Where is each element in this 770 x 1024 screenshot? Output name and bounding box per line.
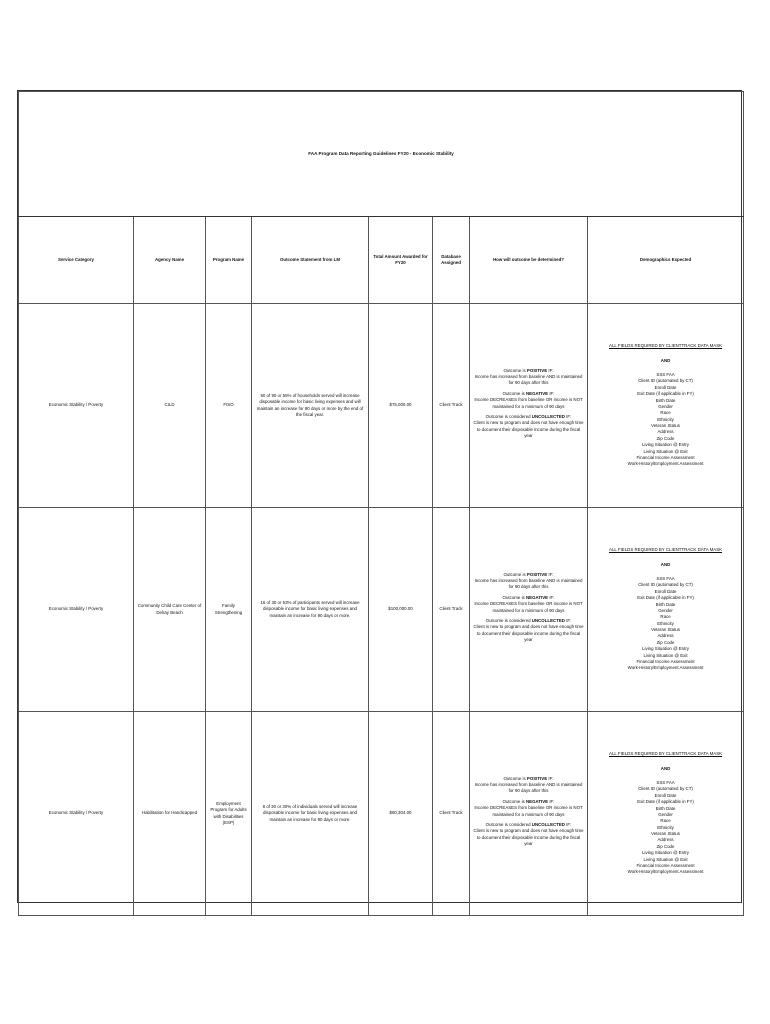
positive-rule: Outcome is POSITIVE IF: Income has increased from baseline AND is maintained for 90 days after this xyxy=(474,571,583,590)
outcome-statement-cell: 50 of 90 or 55% of households served will increase disposable income for basic living expenses and will maintain an increase for 90 days or more by the end of the fiscal year. xyxy=(252,304,369,508)
demographic-item: Veteran Status xyxy=(651,423,680,429)
demographic-item: Enroll Date xyxy=(654,384,677,390)
table-row xyxy=(19,508,744,712)
header-row xyxy=(19,217,744,304)
demographic-item: Zip Code xyxy=(656,639,675,645)
service-category-cell: Economic Stability / Poverty xyxy=(19,712,134,916)
demographic-item: Race xyxy=(660,410,671,416)
header-agency-name: Agency Name xyxy=(134,217,206,304)
header-demographics: Demographics Expected xyxy=(588,217,744,304)
demographics-required-note: ALL FIELDS REQUIRED BY CLIENTTRACK DATA MASK xyxy=(609,343,723,349)
service-category-cell: Economic Stability / Poverty xyxy=(19,508,134,712)
demographic-item: Living Situation @ Exit xyxy=(643,652,688,658)
demographic-item: Address xyxy=(657,633,674,639)
demographic-item: SSS FAA xyxy=(656,576,675,582)
demographic-item: Exit Date (if applicable in FY) xyxy=(637,799,694,805)
demographics-list xyxy=(591,576,740,672)
demographic-item: Gender xyxy=(658,607,673,613)
program-name-cell: Employment Program for Adults with Disabilities (ESP) xyxy=(206,712,252,916)
demographic-item: Ethnicity xyxy=(657,416,674,422)
demographics-and: AND xyxy=(660,765,671,771)
demographics-cell xyxy=(588,712,744,916)
demographic-item: Living Situation @ Entry xyxy=(642,850,690,856)
outcome-method-cell xyxy=(470,712,588,916)
header-outcome-statement: Outcome Statement from LM xyxy=(252,217,369,304)
demographic-item: Birth Date xyxy=(655,601,676,607)
demographics-list xyxy=(591,780,740,876)
demographics-list xyxy=(591,372,740,468)
demographic-item: Financial Income Assessment xyxy=(636,658,695,664)
demographic-item: Financial Income Assessment xyxy=(636,454,695,460)
demographic-item: Race xyxy=(660,818,671,824)
demographics-cell xyxy=(588,508,744,712)
demographic-item: Enroll Date xyxy=(654,792,677,798)
outcome-statement-cell: 8 of 30 or 30% of individuals served will increase disposable income for basic living expenses and maintain an increase for 90 days or more. xyxy=(252,712,369,916)
demographic-item: Zip Code xyxy=(656,843,675,849)
demographic-item: Exit Date (if applicable in FY) xyxy=(637,595,694,601)
demographics-required-note: ALL FIELDS REQUIRED BY CLIENTTRACK DATA MASK xyxy=(609,547,723,553)
database-cell: Client Track xyxy=(433,508,470,712)
outcome-statement-cell: 16 of 30 or 53% of participants served will increase disposable income for basic living expenses and maintain an increase for 90 days or more. xyxy=(252,508,369,712)
demographic-item: Race xyxy=(660,614,671,620)
negative-rule: Outcome is NEGATIVE IF: Income DECREASES from baseline OR income is NOT maintained for a minimum of 90 days xyxy=(474,798,583,817)
demographic-item: Work-History/Employment Assessment xyxy=(627,665,704,671)
header-database: Database Assigned xyxy=(433,217,470,304)
positive-rule: Outcome is POSITIVE IF: Income has increased from baseline AND is maintained for 90 days after this xyxy=(474,367,583,386)
demographic-item: Address xyxy=(657,429,674,435)
demographic-item: Gender xyxy=(658,811,673,817)
demographic-item: Veteran Status xyxy=(651,831,680,837)
program-name-cell: Family Strengthening xyxy=(206,508,252,712)
demographics-and: AND xyxy=(660,357,671,363)
demographic-item: Client ID (automated by CT) xyxy=(638,786,693,792)
demographic-item: SSS FAA xyxy=(656,780,675,786)
demographic-item: Financial Income Assessment xyxy=(636,862,695,868)
amount-cell: $60,304.00 xyxy=(369,712,433,916)
demographic-item: Zip Code xyxy=(656,435,675,441)
outcome-method-cell xyxy=(470,508,588,712)
header-service-category: Service Category xyxy=(19,217,134,304)
uncollected-rule: Outcome is considered UNCOLLECTED IF: Client is new to program and does not have enough time to document their disposable income during the fiscal year xyxy=(473,617,584,642)
agency-name-cell: CILD xyxy=(134,304,206,508)
uncollected-rule: Outcome is considered UNCOLLECTED IF: Client is new to program and does not have enough time to document their disposable income during the fiscal year xyxy=(473,821,584,846)
report-title: FAA Program Data Reporting Guidelines FY20 - Economic Stability xyxy=(19,92,744,217)
negative-rule: Outcome is NEGATIVE IF: Income DECREASES from baseline OR income is NOT maintained for a minimum of 90 days xyxy=(474,390,583,409)
demographic-item: Birth Date xyxy=(655,805,676,811)
agency-name-cell: Habilitation for Handicapped xyxy=(134,712,206,916)
database-cell: Client Track xyxy=(433,304,470,508)
service-category-cell: Economic Stability / Poverty xyxy=(19,304,134,508)
positive-rule: Outcome is POSITIVE IF: Income has increased from baseline AND is maintained for 90 days after this xyxy=(474,775,583,794)
demographic-item: Enroll Date xyxy=(654,588,677,594)
demographic-item: Birth Date xyxy=(655,397,676,403)
demographics-required-note: ALL FIELDS REQUIRED BY CLIENTTRACK DATA MASK xyxy=(609,751,723,757)
database-cell: Client Track xyxy=(433,712,470,916)
amount-cell: $75,000.00 xyxy=(369,304,433,508)
report-sheet xyxy=(17,90,742,903)
demographic-item: SSS FAA xyxy=(656,372,675,378)
agency-name-cell: Community Child Care Center of Delray Beach xyxy=(134,508,206,712)
outcome-method-cell xyxy=(470,304,588,508)
header-outcome-method: How will outcome be determined? xyxy=(470,217,588,304)
demographic-item: Address xyxy=(657,837,674,843)
uncollected-rule: Outcome is considered UNCOLLECTED IF: Client is new to program and does not have enough time to document their disposable income during the fiscal year xyxy=(473,413,584,438)
table-row xyxy=(19,304,744,508)
negative-rule: Outcome is NEGATIVE IF: Income DECREASES from baseline OR income is NOT maintained for a minimum of 90 days xyxy=(474,594,583,613)
amount-cell: $100,000.00 xyxy=(369,508,433,712)
demographic-item: Living Situation @ Entry xyxy=(642,442,690,448)
demographics-cell xyxy=(588,304,744,508)
demographic-item: Client ID (automated by CT) xyxy=(638,378,693,384)
demographic-item: Exit Date (if applicable in FY) xyxy=(637,391,694,397)
demographic-item: Work-History/Employment Assessment xyxy=(627,461,704,467)
demographics-and: AND xyxy=(660,561,671,567)
program-name-cell: FISO xyxy=(206,304,252,508)
demographic-item: Gender xyxy=(658,403,673,409)
demographic-item: Work-History/Employment Assessment xyxy=(627,869,704,875)
demographic-item: Ethnicity xyxy=(657,620,674,626)
demographic-item: Veteran Status xyxy=(651,627,680,633)
demographic-item: Living Situation @ Exit xyxy=(643,856,688,862)
header-total-amount: Total Amount Awarded for FY20 xyxy=(369,217,433,304)
demographic-item: Client ID (automated by CT) xyxy=(638,582,693,588)
demographic-item: Ethnicity xyxy=(657,824,674,830)
demographic-item: Living Situation @ Entry xyxy=(642,646,690,652)
demographic-item: Living Situation @ Exit xyxy=(643,448,688,454)
report-table xyxy=(18,91,744,916)
table-row xyxy=(19,712,744,916)
header-program-name: Program Name xyxy=(206,217,252,304)
